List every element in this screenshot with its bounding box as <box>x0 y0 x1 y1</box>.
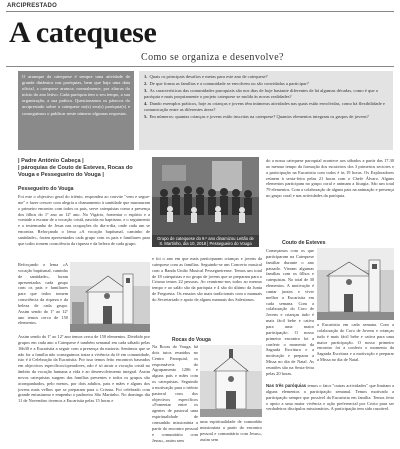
church-photo-couto <box>317 248 394 320</box>
closing-lead: Nas três paróquias <box>266 383 307 388</box>
question-text: As características das comunidades paroquiais são nos dias de hoje bastante diferentes de há algumas décadas, como é que a paróquia e mais propriamente o projeto catequese se molda às novas realidades? <box>144 87 378 100</box>
question-item <box>144 81 388 87</box>
question-number: 1. <box>144 74 148 79</box>
question-number: 3. <box>144 87 148 93</box>
question-item <box>144 101 388 114</box>
section-heading-couto: Couto de Esteves <box>282 240 326 246</box>
column-1-side-text: Reforçando o lema «A vocação baptismal, caminho de santidade», foram apresentados cada grupo com os pais e familiares para que todos tomem consciência da riqueza e da beleza de cada grupo. Assim sendo do 1º ao 12º ano temos cerca de 150 elementos. <box>18 262 68 326</box>
section-heading-pessegueiro: Pessegueiro do Vouga <box>18 186 74 192</box>
page-subtitle: Como se organiza e desenvolve? <box>141 52 284 63</box>
question-number: 4. <box>144 100 148 106</box>
group-photo <box>152 157 259 247</box>
page-title: A catequese <box>9 16 157 49</box>
author-byline: | Padre António Cabeça | | pároquias de Couto de Esteves, Rocas do Vouga e Pessegueiro do Vouga | <box>18 158 133 178</box>
question-item <box>144 114 388 120</box>
question-number: 2. <box>144 80 148 86</box>
question-text: Dando exemplos práticos, hoje as crianças e jovens têm inúmeras atividades nas quais estão envolvidas, como há flexibilidade e comunicação entre as diferentes áreas? <box>144 100 385 113</box>
header-divider <box>6 66 394 67</box>
question-text: De que forma as famílias e a comunidade se envolvem ou são convidadas a participar? <box>149 80 309 86</box>
column-2-rocas-text: Na Rocas do Vouga, há dois tutos reunidos no Centro Paroquial, os responsáveis do Agrupamento 1286 e alguns país e mães com os catequistas. Seguindo a motivação para o triénio pastoral com dos objectivos específicos «Fomentar entre os agentes de pastoral uma espiritualidade de comunhão missionária a partir do encontro pessoal e comunitário com Jesus», assim sem <box>152 344 198 443</box>
column-3-closing-text <box>266 383 394 445</box>
question-number: 5. <box>144 114 148 120</box>
question-item <box>144 74 388 80</box>
photo-caption: Grupo de catequese do 9.º ano dinamizou Leitão de S. Martinho, dia 10, 2018 | Pessegueiro do Vouga <box>152 235 259 247</box>
section-heading-rocas: Rocas do Vouga <box>172 337 211 343</box>
question-text: Em números: quantas crianças e jovens estão inscritas na catequese? Quantos elementos integram os grupos de jovens? <box>149 114 369 120</box>
question-text: Quais os principais desafios e metas para este ano de catequese? <box>149 74 268 79</box>
column-2-text: e foi o ano em que mais participaram crianças e jovens da catequese com as famílias. Seguindo-se um Concerto musical com a Banda União Musical Pessegueirense. Temos um total de 18 catequistas e no grupo de jovens que se preparam para o Crisma temos 22 pessoas. Ao reunirmo-nos todos ao mesmo tempo e ao salão são da paróquia e 4 são do último da Junta de Freguesia. Os ensaios são mais tradicionais com o manuais do Secretariado e apoio de alguns manuais dos Salesianos. <box>152 256 262 302</box>
church-photo-rocas <box>200 345 262 417</box>
questions-box <box>139 71 393 150</box>
top-divider <box>6 11 394 12</box>
question-item <box>144 88 388 101</box>
church-photo-pessegueiro <box>70 262 150 332</box>
column-2-bottom-text: uma espiritualidade de comunhão missionária a partir do encontro pessoal e comunitário com Jesus», assim sem <box>200 419 262 442</box>
section-tag: ARCIPRESTADO <box>7 3 57 9</box>
closing-text: temos o fator "outras actividades" que limitam a alguns elementos a participação semanal. Temos motivado a participação sempre que possível da Eucaristia em família. Temos feito o apoio a uma maior vivência e ação preferencial por Cristo para ser verdadeiros discípulos missionários. A participação tem sido razoável. <box>266 383 394 412</box>
column-3-text: do a nossa catequese paroquial acontece aos sábados a partir das 17.30 ao mesmo tempo da formação dos escuteiros dos 3 primeiros sectores e a participação na Eucaristia com todos é às 19 horas. Os Exploradores reúnem à sexta-feira pelas 21 horas com o Chefe Álvaro. Alguns elementos participam no grupo coral e animam a liturgia. São um total 79 elementos. Com a colaboração de alguns pais na animação e presença no grupo coral e nas actividades da paróquia. <box>266 158 394 199</box>
column-3-couto-text: Começamos com os que participaram na Catequese familiar durante o ano passado. Vieram algumas famílias com os filhos e catequistas. No total de 30 elementos. A motivação é cantar juntos e viver melhor a Eucaristia em cada semana. Com a colaboração do Coro de Jovens e crianças tudo é mais fácil bebe e cativa para uma maior participação. O nosso primeiro encontro foi a conferir o momento da Sagrada Escritura e a motivação e preparar a Missa no dia de Natal. As reuniões são na Sexta-feira pelas 20 horas. <box>266 248 314 376</box>
column-1-text: Foi este o objectivo geral do triénio, respondeu ao convite "vem e segue-me" e fazer crescer com alegria a chamamento à santidade que murmuram o primeiro encontro com todos os pais, serve catequistas como a presença dos filhos do 1º ano ao 12º ano. No Vigário, fomentar o espírito e a vontade a escutar de a vocação cristã, nascida no baptismo, e o seguimento e o testemunho de Jesus nas ocupações do dia-a-dia, onde cada um se encontra. Reforçando o lema «A vocação baptismal, caminho de santidade», foram apresentados cada grupo com os pais e familiares para que todos tomem consciência da riqueza e da beleza de cada grupo. <box>18 194 150 246</box>
intro-box: O arranque da catequese é sempre uma atividade de grande dinâmica nas paróquias, bem que haja uma data oficial, a catequese arranca, normalmente, por alturas do início do ano letivo. Cada paróquia tem o seu tempo, a sua organização, a sua prática. Questionamos os párocos do arciprestado sobre a catequese no(s) seu(s) paróquia(s) e conseguimos o publicar neste número algumas respostas. <box>18 71 134 150</box>
column-1-text-wrap: Assim sendo do 1º ao 12º ano temos cerca de 150 elementos. Dividido por grupos em cada ano a Catequese é também semanal em cada sábado pelas 16h30 e a Eucaristia a seguir com a presença da maioria. Sentimos que se não for a família não conseguimos tratar a vivência da fé em comunidade, isto é à Celebração da Eucaristia. Por isso temos feito encontros baseados em objectivos específicos/operadores, não é só atrair a vocação cristã no âmbito da vocação humana a vida e ao desenvolvimento integral. Assim novos catequistas surgem das famílias presentes e todos os grupos são acompanhados, pelo menos, por dois adultos, pais e mães e alguns dos jovens mais velhos que se preparam para o Crisma. Foi celebrado com grande entusiasmo e empenho o padroeiro São Martinho. No domingo dia 11 de Novembro tivemos a Eucaristia pelas 15 horas e <box>18 334 150 404</box>
column-3-couto-continued: a Eucaristia em cada semana. Com a colaboração do Coro de Jovens e crianças tudo é mais fácil bebe e cativa para uma maior participação. O nosso primeiro encontro foi a conferir o momento da Sagrada Escritura e a motivação e preparar a Missa no dia de Natal. <box>317 322 394 363</box>
